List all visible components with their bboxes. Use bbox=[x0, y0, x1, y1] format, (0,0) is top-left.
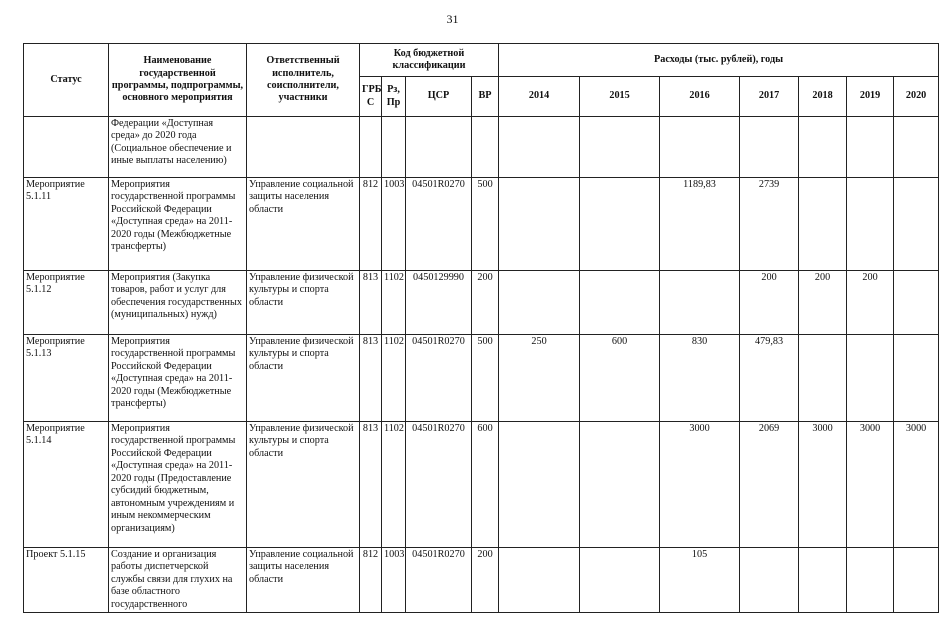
header-vr: ВР bbox=[472, 77, 499, 117]
cell-rzpr: 1003 bbox=[382, 178, 406, 271]
cell-value: 200 bbox=[740, 271, 799, 335]
cell-value bbox=[847, 117, 894, 178]
cell-value: 105 bbox=[660, 548, 740, 613]
cell-value bbox=[894, 117, 939, 178]
cell-value bbox=[660, 271, 740, 335]
cell-grbs: 812 bbox=[360, 548, 382, 613]
cell-csr bbox=[406, 117, 472, 178]
cell-status: Мероприятие 5.1.12 bbox=[24, 271, 109, 335]
cell-status: Мероприятие 5.1.11 bbox=[24, 178, 109, 271]
cell-grbs: 812 bbox=[360, 178, 382, 271]
cell-responsible: Управление социальной защиты населения области bbox=[247, 548, 360, 613]
cell-value bbox=[799, 335, 847, 422]
cell-value bbox=[740, 117, 799, 178]
cell-grbs: 813 bbox=[360, 422, 382, 548]
cell-value: 200 bbox=[799, 271, 847, 335]
cell-value: 2739 bbox=[740, 178, 799, 271]
cell-value bbox=[499, 178, 580, 271]
cell-responsible: Управление физической культуры и спорта области bbox=[247, 335, 360, 422]
cell-csr: 04501R0270 bbox=[406, 178, 472, 271]
cell-status: Мероприятие 5.1.14 bbox=[24, 422, 109, 548]
cell-value: 600 bbox=[580, 335, 660, 422]
header-year: 2018 bbox=[799, 77, 847, 117]
header-responsible: Ответственный исполнитель, соисполнители, участники bbox=[247, 44, 360, 117]
header-year: 2020 bbox=[894, 77, 939, 117]
header-csr: ЦСР bbox=[406, 77, 472, 117]
cell-name: Федерации «Доступная среда» до 2020 года (Социальное обеспечение и иные выплаты населению) bbox=[109, 117, 247, 178]
cell-csr: 04501R0270 bbox=[406, 548, 472, 613]
cell-value bbox=[894, 548, 939, 613]
cell-value: 3000 bbox=[847, 422, 894, 548]
header-year: 2016 bbox=[660, 77, 740, 117]
cell-responsible: Управление физической культуры и спорта области bbox=[247, 422, 360, 548]
header-year: 2014 bbox=[499, 77, 580, 117]
table-row bbox=[24, 335, 939, 422]
table-row bbox=[24, 422, 939, 548]
cell-value: 3000 bbox=[894, 422, 939, 548]
cell-rzpr: 1102 bbox=[382, 271, 406, 335]
header-name: Наименование государственной программы, подпрограммы, основного мероприятия bbox=[109, 44, 247, 117]
cell-status bbox=[24, 117, 109, 178]
table-row bbox=[24, 548, 939, 613]
cell-name: Мероприятия государственной программы Российской Федерации «Доступная среда» на 2011-2020 годы (Межбюджетные трансферты) bbox=[109, 178, 247, 271]
cell-name: Мероприятия (Закупка товаров, работ и услуг для обеспечения государственных (муниципальных) нужд) bbox=[109, 271, 247, 335]
cell-rzpr: 1102 bbox=[382, 422, 406, 548]
cell-value: 830 bbox=[660, 335, 740, 422]
cell-value bbox=[894, 178, 939, 271]
cell-responsible: Управление физической культуры и спорта области bbox=[247, 271, 360, 335]
cell-vr: 600 bbox=[472, 422, 499, 548]
cell-vr: 500 bbox=[472, 335, 499, 422]
cell-value bbox=[499, 422, 580, 548]
cell-value bbox=[847, 178, 894, 271]
header-grbs: ГРБ С bbox=[360, 77, 382, 117]
cell-value bbox=[580, 548, 660, 613]
cell-value: 250 bbox=[499, 335, 580, 422]
cell-value bbox=[894, 271, 939, 335]
cell-value: 3000 bbox=[660, 422, 740, 548]
cell-csr: 04501R0270 bbox=[406, 335, 472, 422]
cell-csr: 0450129990 bbox=[406, 271, 472, 335]
cell-value bbox=[580, 422, 660, 548]
header-status: Статус bbox=[24, 44, 109, 117]
cell-value bbox=[894, 335, 939, 422]
table-row bbox=[24, 117, 939, 178]
page-number: 31 bbox=[446, 12, 459, 26]
cell-value bbox=[847, 548, 894, 613]
cell-status: Мероприятие 5.1.13 bbox=[24, 335, 109, 422]
cell-value: 1189,83 bbox=[660, 178, 740, 271]
cell-value bbox=[660, 117, 740, 178]
cell-responsible: Управление социальной защиты населения области bbox=[247, 178, 360, 271]
cell-value bbox=[799, 117, 847, 178]
cell-responsible bbox=[247, 117, 360, 178]
header-expenses: Расходы (тыс. рублей), годы bbox=[499, 44, 939, 77]
cell-vr: 200 bbox=[472, 548, 499, 613]
cell-name: Мероприятия государственной программы Российской Федерации «Доступная среда» на 2011-2020 годы (Предоставление субсидий бюджетным, автономным учреждениям и иным некоммерческим организациям) bbox=[109, 422, 247, 548]
cell-value bbox=[740, 548, 799, 613]
cell-value bbox=[499, 548, 580, 613]
cell-value: 3000 bbox=[799, 422, 847, 548]
header-rzpr: Рз, Пр bbox=[382, 77, 406, 117]
header-year: 2017 bbox=[740, 77, 799, 117]
cell-grbs bbox=[360, 117, 382, 178]
table-row bbox=[24, 178, 939, 271]
cell-value bbox=[847, 335, 894, 422]
cell-name: Мероприятия государственной программы Российской Федерации «Доступная среда» на 2011-2020 годы (Межбюджетные трансферты) bbox=[109, 335, 247, 422]
cell-value bbox=[799, 548, 847, 613]
cell-value bbox=[799, 178, 847, 271]
cell-rzpr: 1102 bbox=[382, 335, 406, 422]
header-year: 2015 bbox=[580, 77, 660, 117]
cell-vr: 500 bbox=[472, 178, 499, 271]
cell-value bbox=[580, 117, 660, 178]
table-row bbox=[24, 271, 939, 335]
cell-vr bbox=[472, 117, 499, 178]
cell-status: Проект 5.1.15 bbox=[24, 548, 109, 613]
cell-value bbox=[580, 271, 660, 335]
budget-table bbox=[23, 43, 939, 613]
header-year: 2019 bbox=[847, 77, 894, 117]
cell-rzpr bbox=[382, 117, 406, 178]
cell-value: 200 bbox=[847, 271, 894, 335]
cell-grbs: 813 bbox=[360, 335, 382, 422]
cell-value bbox=[580, 178, 660, 271]
cell-grbs: 813 bbox=[360, 271, 382, 335]
cell-value bbox=[499, 117, 580, 178]
cell-vr: 200 bbox=[472, 271, 499, 335]
cell-value: 2069 bbox=[740, 422, 799, 548]
cell-value: 479,83 bbox=[740, 335, 799, 422]
cell-value bbox=[499, 271, 580, 335]
cell-rzpr: 1003 bbox=[382, 548, 406, 613]
cell-csr: 04501R0270 bbox=[406, 422, 472, 548]
header-budget-code: Код бюджетной классификации bbox=[360, 44, 499, 77]
cell-name: Создание и организация работы диспетчерской службы связи для глухих на базе областного государственного bbox=[109, 548, 247, 613]
